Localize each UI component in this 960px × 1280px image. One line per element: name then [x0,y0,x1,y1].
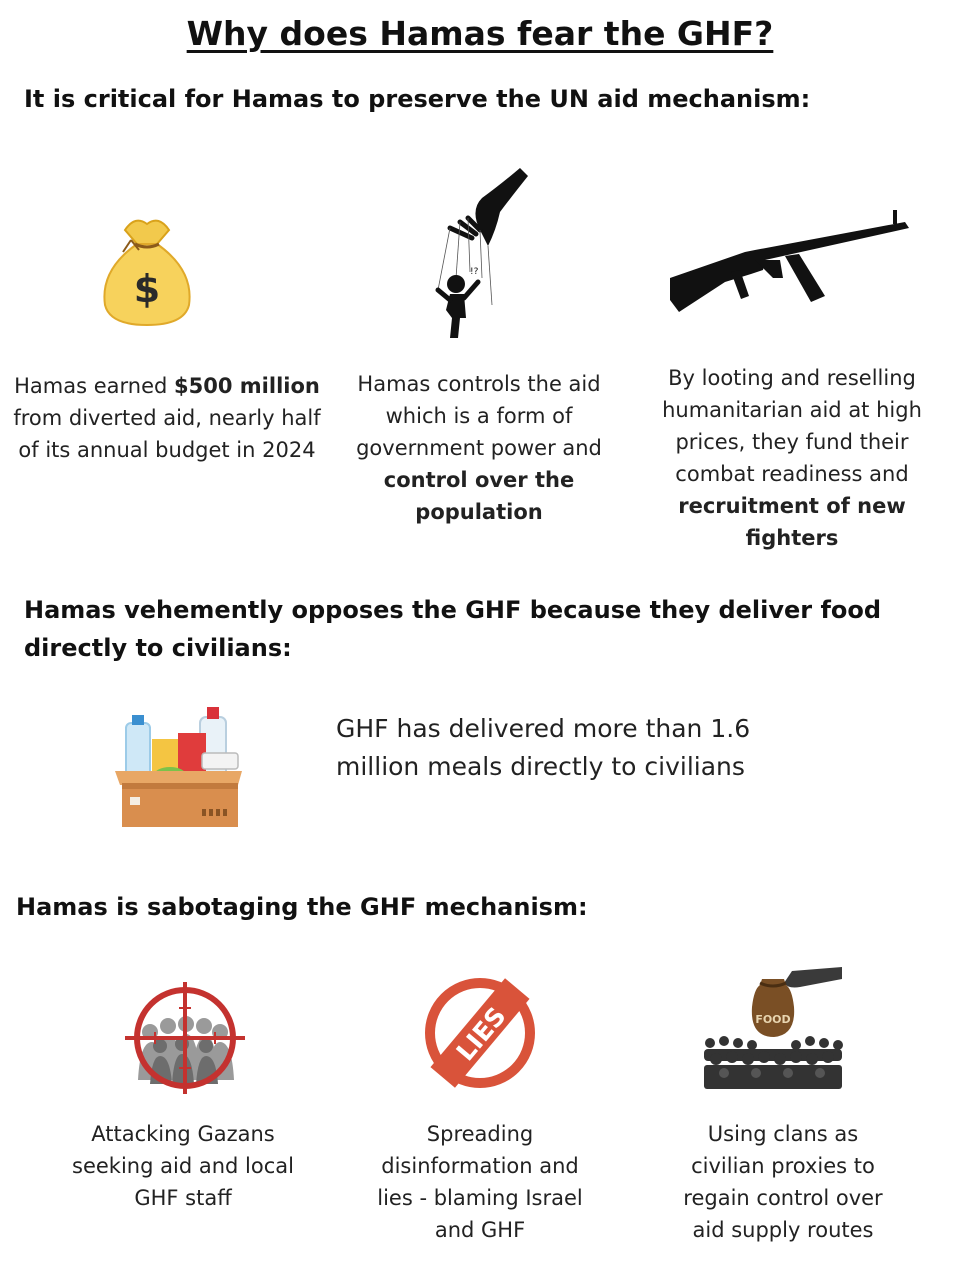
svg-text:!?: !? [470,267,479,277]
caption-money: Hamas earned $500 million from diverted aid, nearly half of its annual budget in 2024 [13,374,321,462]
puppet-control-icon [420,160,540,350]
svg-text:$: $ [133,267,161,311]
food-box-icon [110,705,250,830]
caption-attacking: Attacking Gazans seeking aid and local GHF staff [72,1122,294,1210]
money-bag-icon [95,210,200,330]
section-heading-sabotaging: Hamas is sabotaging the GHF mechanism: [16,893,588,921]
meals-delivered-text: GHF has delivered more than 1.6 million meals directly to civilians [336,714,751,781]
caption-control: Hamas controls the aid which is a form of government power and control over the population [356,372,602,524]
caption-disinformation: Spreading disinformation and lies - blaming Israel and GHF [377,1122,583,1242]
crosshair-crowd-icon [120,980,250,1095]
food-label: FOOD [755,1013,791,1026]
caption-looting: By looting and reselling humanitarian aid at high prices, they fund their combat readiness and recruitment of new fighters [662,366,922,550]
food-bag-over-crowd-icon [700,965,845,1095]
caption-clans: Using clans as civilian proxies to regain control over aid supply routes [683,1122,883,1242]
page-title: Why does Hamas fear the GHF? [186,14,774,53]
section-heading-un-aid: It is critical for Hamas to preserve the UN aid mechanism: [24,85,811,113]
lies-label: LIES [450,1001,512,1067]
rifle-icon [665,200,915,320]
section-heading-opposes: Hamas vehemently opposes the GHF because they deliver food directly to civilians: [24,596,882,662]
no-lies-icon [420,975,540,1095]
